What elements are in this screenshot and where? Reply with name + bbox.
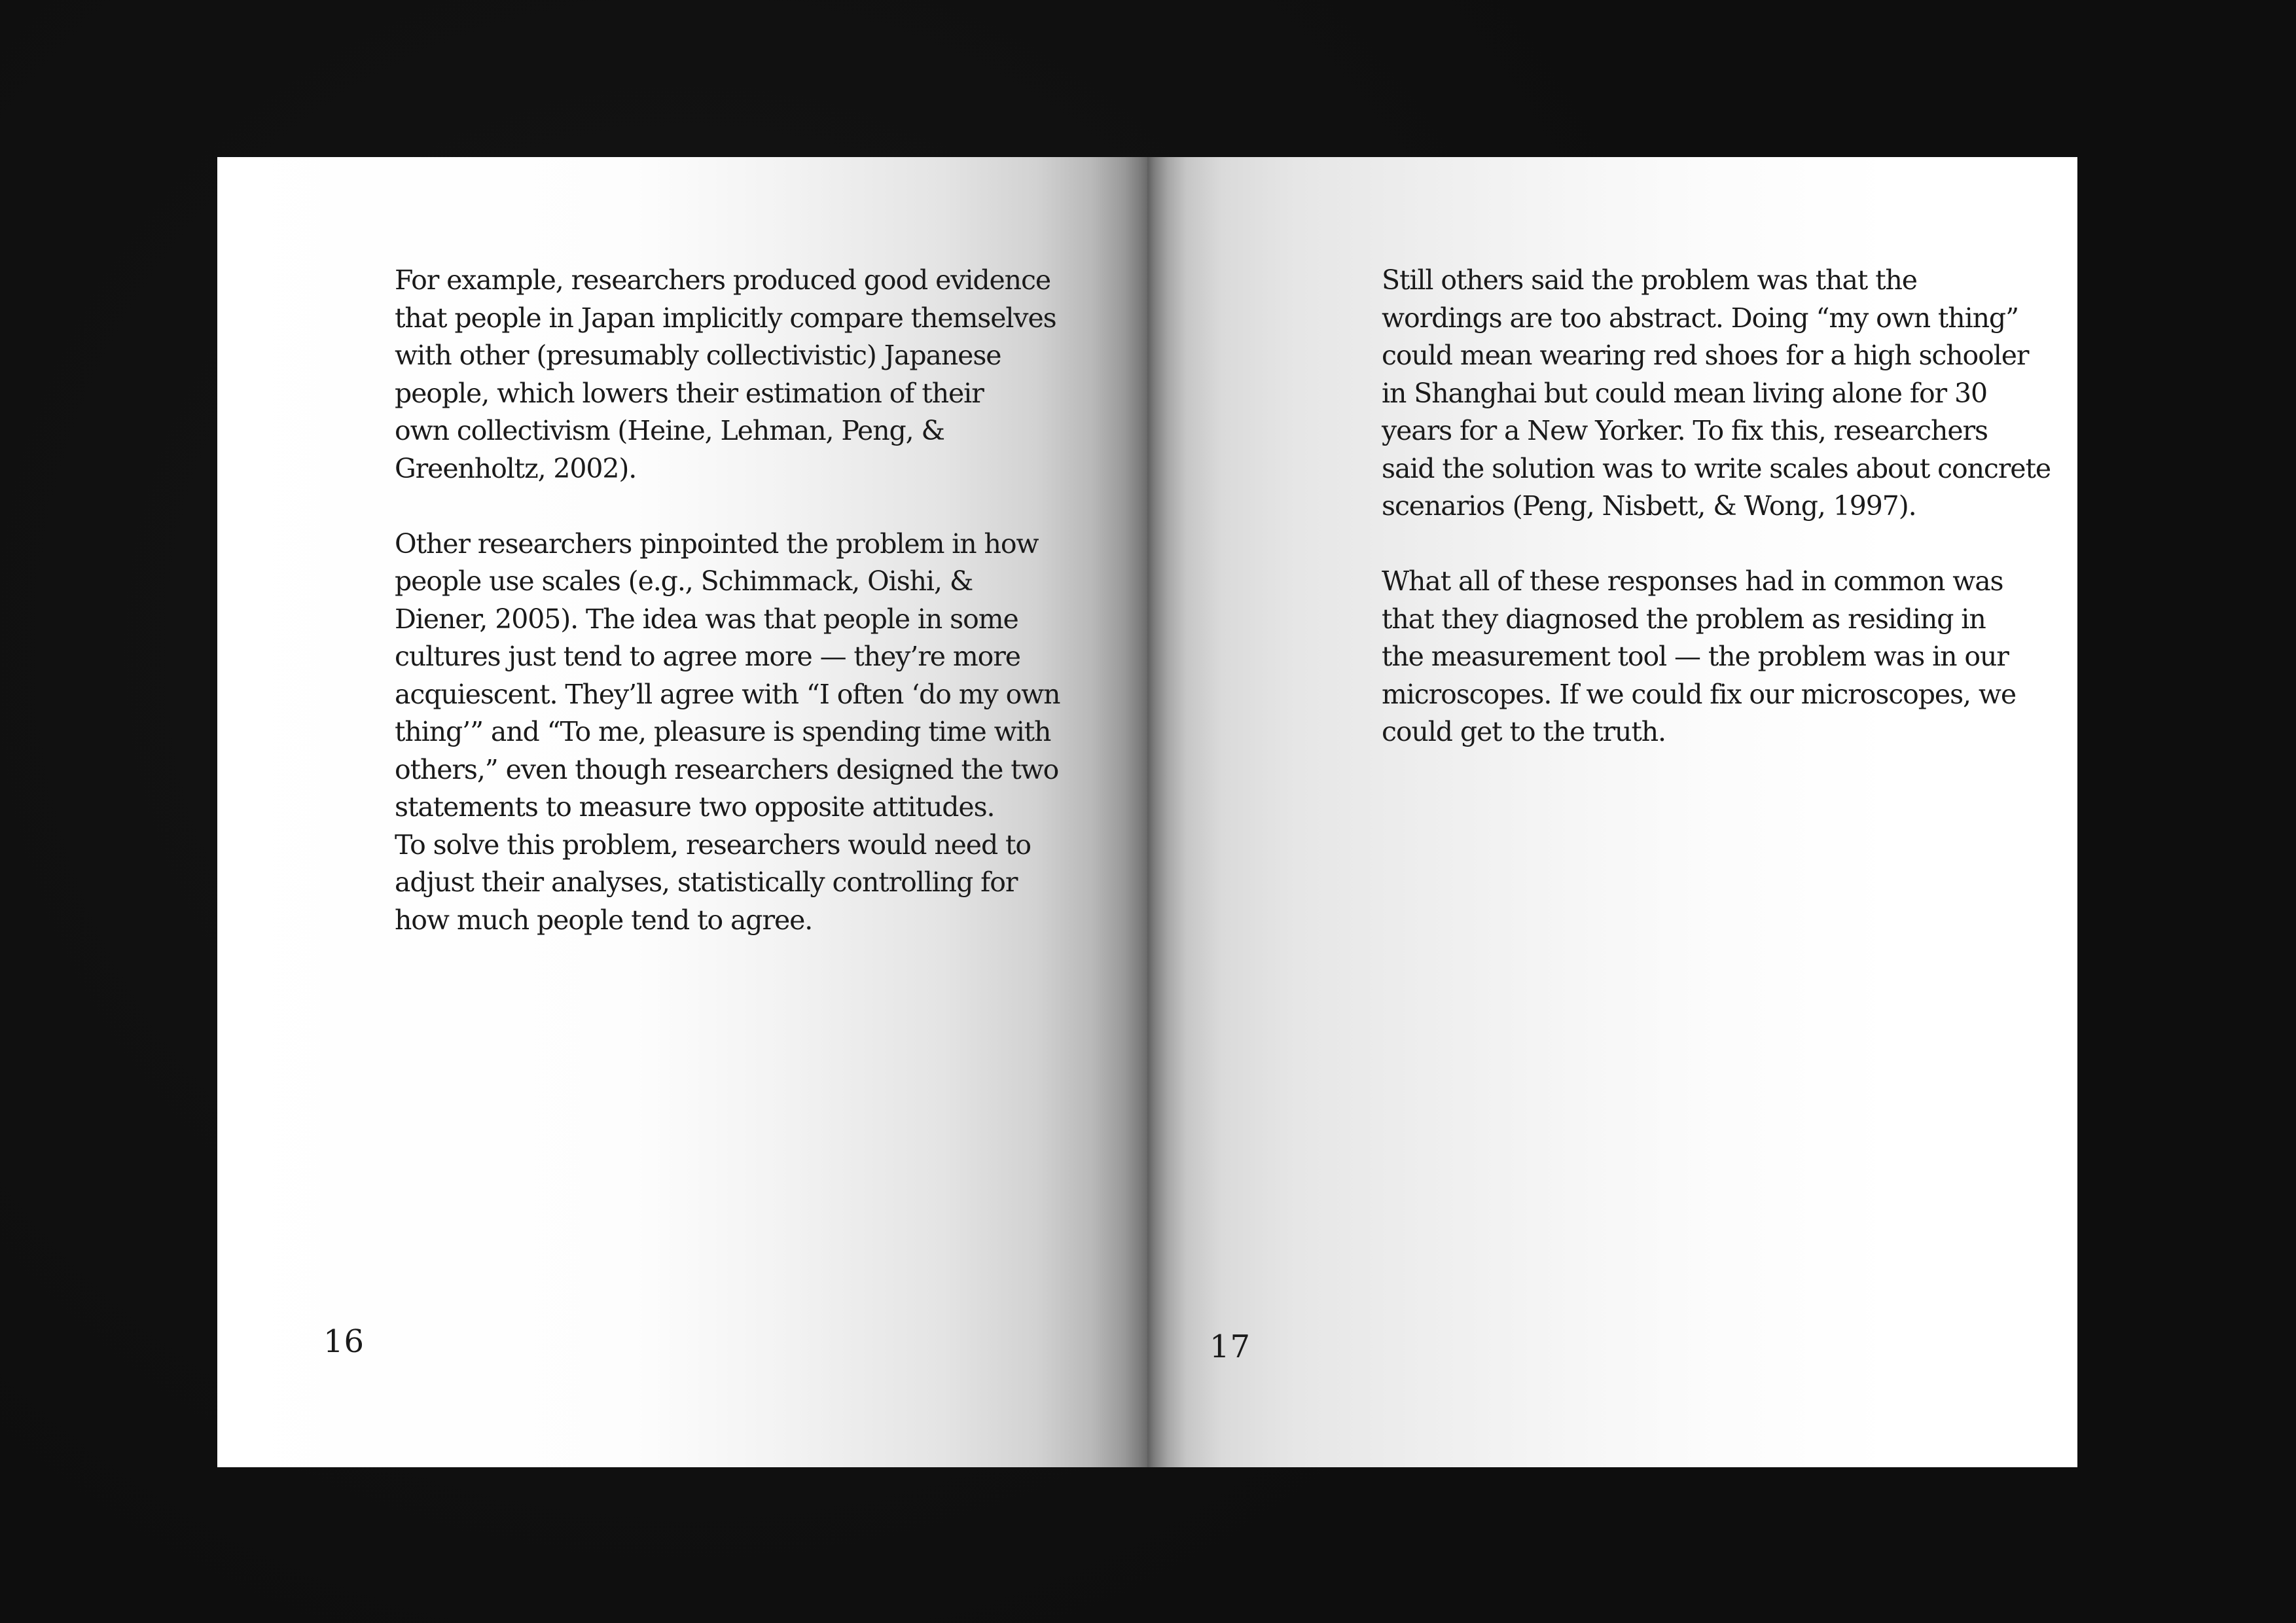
text-line: For example, researchers produced good evidence xyxy=(395,264,1050,296)
paragraph xyxy=(395,262,1060,488)
text-line: thing’” and “To me, pleasure is spending time with xyxy=(395,716,1051,747)
text-line: What all of these responses had in common was xyxy=(1382,565,2003,597)
text-line: that people in Japan implicitly compare themselves xyxy=(395,302,1056,334)
text-line: Other researchers pinpointed the problem in how xyxy=(395,527,1039,560)
page-number-left: 16 xyxy=(323,1323,365,1360)
left-page xyxy=(217,157,1147,1467)
text-line: Still others said the problem was that the xyxy=(1382,264,1917,296)
text-line: acquiescent. They’ll agree with “I often ‘do my own xyxy=(395,678,1060,710)
text-line: people, which lowers their estimation of their xyxy=(395,377,984,409)
text-line: others,” even though researchers designed the two xyxy=(395,753,1059,785)
text-line: statements to measure two opposite attitudes. xyxy=(395,791,995,823)
paragraph xyxy=(1382,262,2051,526)
paragraph xyxy=(1382,563,2051,751)
text-line: that they diagnosed the problem as residing in xyxy=(1382,603,1986,635)
text-line: with other (presumably collectivistic) Japanese xyxy=(395,340,1001,371)
left-page-body xyxy=(395,262,1060,977)
text-line: in Shanghai but could mean living alone for 30 xyxy=(1382,377,1987,409)
text-line: could mean wearing red shoes for a high schooler xyxy=(1382,340,2029,371)
text-line: adjust their analyses, statistically controlling for xyxy=(395,866,1018,898)
text-line: the measurement tool — the problem was in our xyxy=(1382,641,2009,672)
text-line: cultures just tend to agree more — they’re more xyxy=(395,641,1020,672)
text-line: scenarios (Peng, Nisbett, & Wong, 1997). xyxy=(1382,490,1916,522)
right-page xyxy=(1147,157,2077,1467)
text-line: To solve this problem, researchers would need to xyxy=(395,829,1031,861)
text-line: said the solution was to write scales about concrete xyxy=(1382,452,2051,484)
text-line: how much people tend to agree. xyxy=(395,904,813,936)
text-line: microscopes. If we could fix our microscopes, we xyxy=(1382,678,2017,710)
text-line: Greenholtz, 2002). xyxy=(395,452,637,484)
text-line: own collectivism (Heine, Lehman, Peng, & xyxy=(395,415,944,446)
book-spread xyxy=(217,157,2077,1467)
text-line: years for a New Yorker. To fix this, researchers xyxy=(1382,415,1988,446)
text-line: wordings are too abstract. Doing “my own thing” xyxy=(1382,302,2018,334)
text-line: Diener, 2005). The idea was that people in some xyxy=(395,603,1018,635)
text-line: people use scales (e.g., Schimmack, Oishi, & xyxy=(395,565,973,597)
paragraph xyxy=(395,526,1060,940)
page-number-right: 17 xyxy=(1210,1329,1251,1365)
text-line: could get to the truth. xyxy=(1382,716,1666,747)
right-page-body xyxy=(1382,262,2051,789)
